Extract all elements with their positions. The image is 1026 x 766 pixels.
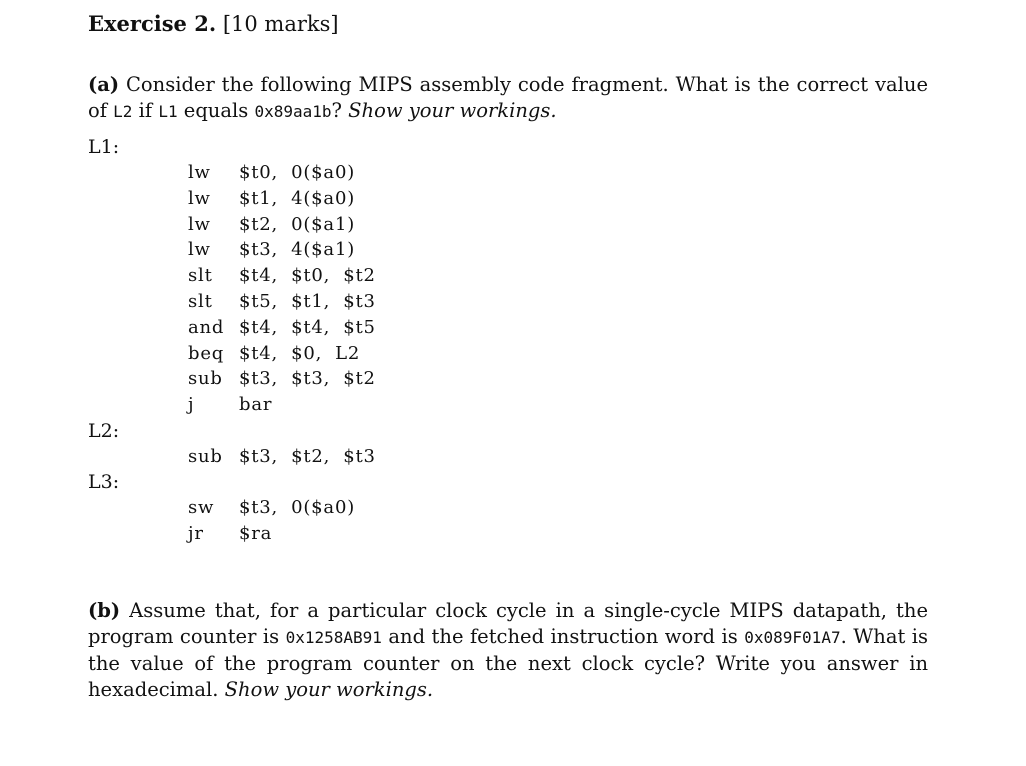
code-line	[188, 315, 376, 341]
label-l3: L3:	[88, 471, 120, 493]
code-args: $t4, $t4, $t5	[239, 316, 376, 338]
code-line	[188, 289, 376, 315]
code-args: $t1, 4($a0)	[239, 187, 356, 209]
code-args: $t2, 0($a1)	[239, 213, 356, 235]
code-args: $t3, $t3, $t2	[239, 368, 376, 390]
code-line	[188, 237, 376, 263]
part-a-emphasis: Show your workings.	[348, 99, 557, 122]
code-op: sub	[188, 368, 223, 390]
part-b-pc-value: 0x1258AB91	[285, 628, 382, 647]
part-b-question	[88, 598, 928, 703]
code-args: $t3, 0($a0)	[239, 497, 356, 518]
code-op: lw	[188, 187, 211, 209]
part-b-label: (b)	[88, 599, 121, 622]
part-a-label: (a)	[88, 73, 120, 96]
part-a-value: 0x89aa1b	[254, 102, 332, 121]
code-line	[188, 495, 355, 521]
code-op: slt	[188, 290, 213, 312]
code-args: $t0, 0($a0)	[239, 162, 356, 183]
code-args: $t4, $0, L2	[239, 342, 361, 364]
part-a-text3: equals	[183, 99, 249, 122]
code-op: lw	[188, 162, 211, 183]
part-b-text1: Assume that, for a particular clock cycle in a single-cycle MIPS datapath, the program counter is	[88, 599, 928, 648]
code-block-l2	[188, 444, 376, 470]
part-b-text3: . What is the value of the program counter on the next clock cycle? Write you answer in hexadecimal.	[88, 625, 929, 701]
code-op: sw	[188, 497, 215, 518]
part-b-emphasis: Show your workings.	[224, 678, 434, 701]
code-line	[188, 366, 376, 392]
part-b-text2: and the fetched instruction word is	[388, 625, 738, 648]
code-args: $t4, $t0, $t2	[239, 265, 376, 287]
code-args: $ra	[239, 522, 273, 544]
code-line	[188, 392, 376, 418]
exercise-marks: [10 marks]	[222, 12, 339, 36]
code-op: j	[188, 394, 195, 416]
code-op: lw	[188, 239, 211, 261]
code-args: $t3, 4($a1)	[239, 239, 356, 261]
code-block-l1	[188, 160, 376, 418]
label-l1: L1:	[88, 136, 120, 158]
code-args: $t3, $t2, $t3	[239, 446, 376, 467]
code-op: beq	[188, 342, 225, 364]
code-line	[188, 444, 376, 470]
exercise-title	[88, 10, 339, 38]
label-l2: L2:	[88, 420, 120, 442]
code-op: jr	[188, 522, 204, 544]
code-line	[188, 186, 376, 212]
code-line	[188, 212, 376, 238]
part-a-text4: ?	[331, 99, 342, 122]
code-args: $t5, $t1, $t3	[239, 290, 376, 312]
part-a-var-l1: L1	[158, 102, 178, 121]
code-line	[188, 160, 376, 186]
part-a-question	[88, 72, 928, 125]
part-a-var-l2: L2	[113, 102, 133, 121]
part-b-instr-value: 0x089F01A7	[744, 628, 841, 647]
part-a-text1: Consider the following MIPS assembly code fragment. What is the correct value of	[88, 73, 928, 122]
code-line	[188, 521, 355, 547]
code-args: bar	[239, 394, 273, 416]
part-a-text2: if	[138, 99, 153, 122]
code-line	[188, 263, 376, 289]
code-op: lw	[188, 213, 211, 235]
code-op: sub	[188, 446, 223, 467]
code-op: and	[188, 316, 225, 338]
code-op: slt	[188, 265, 213, 287]
exercise-heading: Exercise 2.	[88, 11, 217, 36]
code-line	[188, 341, 376, 367]
code-block-l3	[188, 495, 355, 547]
